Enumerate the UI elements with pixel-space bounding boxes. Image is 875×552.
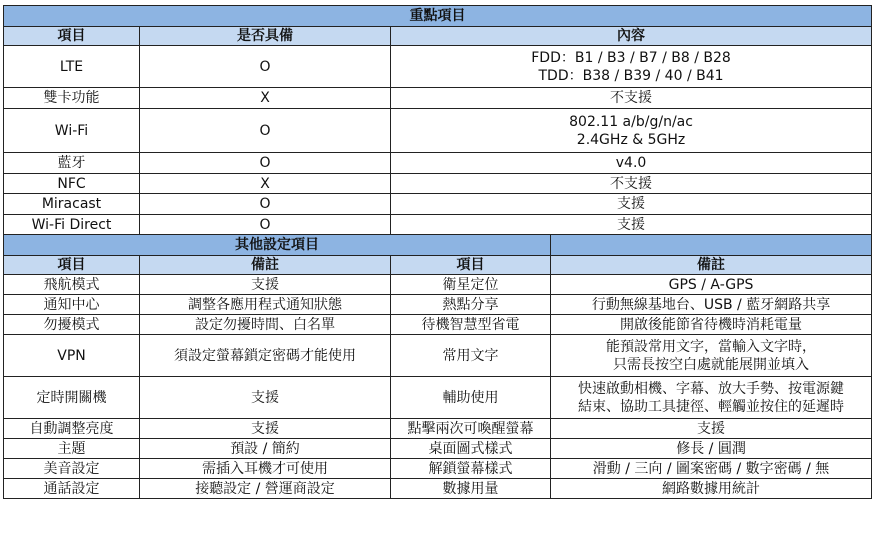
available-cell: O <box>140 194 391 215</box>
note-line: 快速啟動相機、字幕、放大手勢、按電源鍵 <box>578 380 845 397</box>
column-header-item: 項目 <box>4 256 140 275</box>
column-header-item: 項目 <box>4 27 140 46</box>
section-title: 重點項目 <box>4 6 872 27</box>
column-header-item-2: 項目 <box>391 256 551 275</box>
note-cell: 接聽設定 / 營運商設定 <box>140 479 391 499</box>
section-other-settings-title-row <box>4 235 872 256</box>
table-row <box>4 88 872 109</box>
content-cell: 支援 <box>391 215 872 235</box>
item-cell-2: 待機智慧型省電 <box>391 315 551 335</box>
spec-table-container <box>3 5 871 499</box>
table-row <box>4 295 872 315</box>
table-row <box>4 153 872 174</box>
item-cell: Wi-Fi Direct <box>4 215 140 235</box>
item-cell: 自動調整亮度 <box>4 419 140 439</box>
note-cell-2: 網路數據用統計 <box>551 479 872 499</box>
item-cell: VPN <box>4 335 140 377</box>
table-row <box>4 174 872 194</box>
available-cell: O <box>140 109 391 153</box>
available-cell: X <box>140 174 391 194</box>
table-row <box>4 215 872 235</box>
available-cell: O <box>140 153 391 174</box>
content-line: 802.11 a/b/g/n/ac <box>569 113 693 130</box>
table-row <box>4 377 872 419</box>
table-row <box>4 439 872 459</box>
item-cell: Wi-Fi <box>4 109 140 153</box>
section-title-blank <box>551 235 872 256</box>
item-cell-2: 點擊兩次可喚醒螢幕 <box>391 419 551 439</box>
item-cell: 勿擾模式 <box>4 315 140 335</box>
note-cell-2 <box>551 377 872 419</box>
item-cell-2: 熱點分享 <box>391 295 551 315</box>
content-line: 2.4GHz & 5GHz <box>576 131 686 148</box>
available-cell: O <box>140 46 391 88</box>
note-line: 只需長按空白處就能展開並填入 <box>613 356 810 373</box>
available-cell: O <box>140 215 391 235</box>
table-row <box>4 109 872 153</box>
item-cell: 藍牙 <box>4 153 140 174</box>
note-cell-2 <box>551 335 872 377</box>
table-row <box>4 419 872 439</box>
item-cell: 飛航模式 <box>4 275 140 295</box>
content-line: TDD：B38 / B39 / 40 / B41 <box>538 67 724 84</box>
content-cell <box>391 109 872 153</box>
content-cell: v4.0 <box>391 153 872 174</box>
note-cell-2: 開啟後能節省待機時消耗電量 <box>551 315 872 335</box>
note-cell-2: 滑動 / 三向 / 圖案密碼 / 數字密碼 / 無 <box>551 459 872 479</box>
note-cell: 調整各應用程式通知狀態 <box>140 295 391 315</box>
item-cell: Miracast <box>4 194 140 215</box>
content-line: FDD：B1 / B3 / B7 / B8 / B28 <box>531 49 731 66</box>
content-cell: 不支援 <box>391 174 872 194</box>
note-cell: 設定勿擾時間、白名單 <box>140 315 391 335</box>
item-cell-2: 解鎖螢幕樣式 <box>391 459 551 479</box>
spec-table <box>3 5 872 499</box>
note-cell-2: 行動無線基地台、USB / 藍牙網路共享 <box>551 295 872 315</box>
table-row <box>4 479 872 499</box>
item-cell-2: 數據用量 <box>391 479 551 499</box>
content-cell <box>391 46 872 88</box>
section-key-items-title-row <box>4 6 872 27</box>
item-cell: 主題 <box>4 439 140 459</box>
item-cell-2: 衛星定位 <box>391 275 551 295</box>
note-cell: 需插入耳機才可使用 <box>140 459 391 479</box>
item-cell: 通話設定 <box>4 479 140 499</box>
item-cell: 美音設定 <box>4 459 140 479</box>
item-cell: LTE <box>4 46 140 88</box>
table-row <box>4 315 872 335</box>
content-cell: 支援 <box>391 194 872 215</box>
section-title: 其他設定項目 <box>4 235 551 256</box>
table-row <box>4 335 872 377</box>
table-row <box>4 459 872 479</box>
column-header-note: 備註 <box>140 256 391 275</box>
content-cell: 不支援 <box>391 88 872 109</box>
note-cell: 須設定螢幕鎖定密碼才能使用 <box>140 335 391 377</box>
item-cell: 定時開關機 <box>4 377 140 419</box>
note-cell-2: 支援 <box>551 419 872 439</box>
column-header-available: 是否具備 <box>140 27 391 46</box>
note-cell: 支援 <box>140 419 391 439</box>
item-cell-2: 常用文字 <box>391 335 551 377</box>
note-cell-2: 修長 / 圓潤 <box>551 439 872 459</box>
note-cell: 預設 / 簡約 <box>140 439 391 459</box>
column-header-content: 內容 <box>391 27 872 46</box>
table-row <box>4 194 872 215</box>
item-cell: 雙卡功能 <box>4 88 140 109</box>
note-cell: 支援 <box>140 275 391 295</box>
note-cell-2: GPS / A-GPS <box>551 275 872 295</box>
note-cell: 支援 <box>140 377 391 419</box>
table-row <box>4 46 872 88</box>
column-header-note-2: 備註 <box>551 256 872 275</box>
item-cell-2: 桌面圖式樣式 <box>391 439 551 459</box>
item-cell: NFC <box>4 174 140 194</box>
section-key-items-header-row <box>4 27 872 46</box>
item-cell-2: 輔助使用 <box>391 377 551 419</box>
available-cell: X <box>140 88 391 109</box>
note-line: 能預設常用文字，當輸入文字時， <box>606 338 817 355</box>
item-cell: 通知中心 <box>4 295 140 315</box>
note-line: 結束、協助工具捷徑、輕觸並按住的延遲時 <box>578 398 845 415</box>
section-other-settings-header-row <box>4 256 872 275</box>
table-row <box>4 275 872 295</box>
